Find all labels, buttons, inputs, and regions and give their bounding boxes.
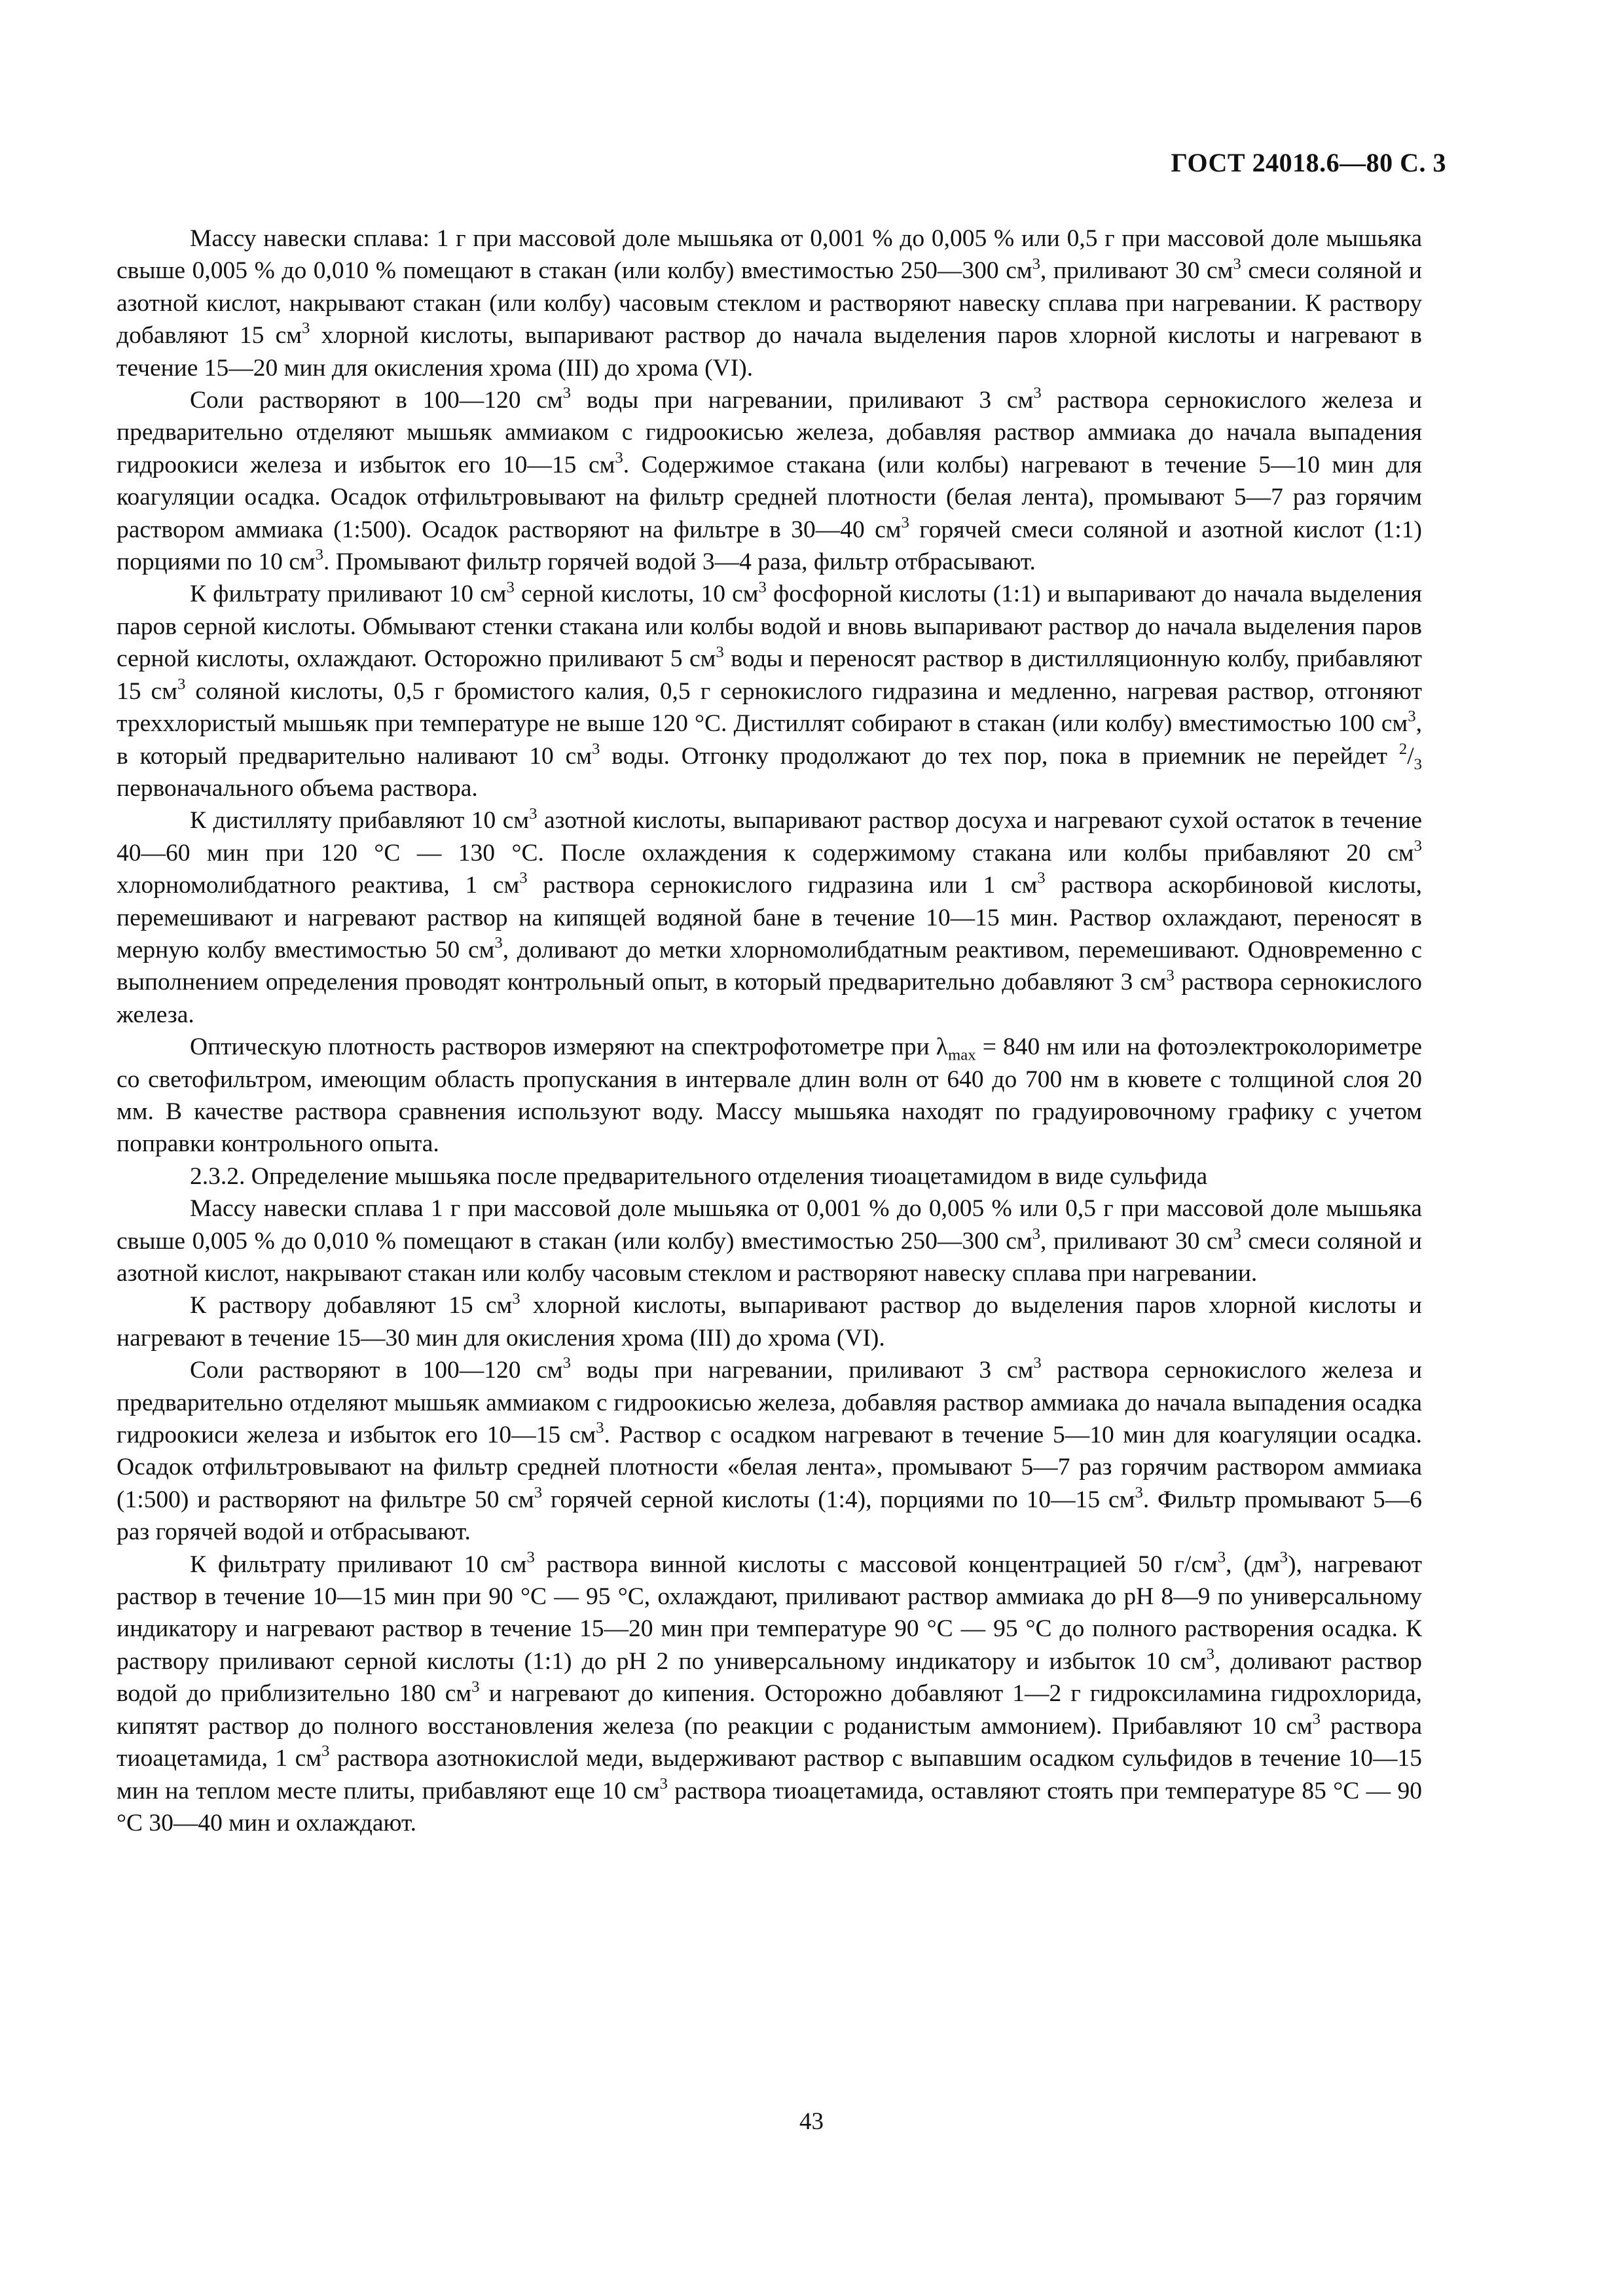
paragraph (117, 578, 1422, 804)
superscript: 3 (526, 1548, 535, 1566)
superscript: 3 (1135, 1484, 1143, 1502)
superscript: 3 (302, 319, 310, 338)
text-run: хлорной кислоты, выпаривают раствор до выделения паров хлорной кислоты и нагревают в течение 15—30 мин для окисления хрома (III) до хрома (VI). (117, 1292, 1422, 1352)
superscript: 3 (1033, 384, 1042, 403)
superscript: 3 (506, 578, 515, 596)
paragraph (117, 1289, 1422, 1354)
section-heading (117, 1160, 1422, 1193)
superscript: 3 (1166, 966, 1175, 984)
paragraph (117, 1193, 1422, 1289)
text-run: Соли растворяют в 100—120 см (190, 1357, 563, 1384)
superscript: 3 (562, 384, 572, 403)
text-run: 2.3.2. Определение мышьяка после предварительного отделения тиоацетамидом в виде сульфида (190, 1162, 1208, 1190)
text-run: . Раствор с осадком нагревают в течение 5—10 мин для коагуляции осадка. Осадок отфильтровывают на фильтр средней плотности «белая лента», промывают 5—7 раз горячим раствором аммиака (1:500) и растворяют на фильтре 50 см (117, 1422, 1422, 1513)
text-run: , доливают раствор водой до приблизительно 180 см (117, 1647, 1422, 1708)
paragraph (117, 223, 1422, 384)
text-run: К дистилляту прибавляют 10 см (190, 807, 530, 834)
text-run: соляной кислоты, 0,5 г бромистого калия, 0,5 г сернокислого гидразина и медленно, нагревая раствор, отгоняют треххлористый мышьяк при температуре не выше 120 °С. Дистиллят собирают в стакан (или колбу) вместимостью 100 см (117, 677, 1423, 738)
text-run: раствора сернокислого железа и предварительно отделяют мышьяк аммиаком с гидроокисью железа, добавляя раствор аммиака до начала выпадения гидроокиси железа и избыток его 10—15 см (117, 387, 1423, 478)
text-run: , (дм (1226, 1551, 1280, 1578)
text-run: воды и переносят раствор в дистилляционную колбу, прибавляют 15 см (117, 645, 1422, 705)
superscript: 3 (562, 1354, 572, 1372)
superscript: 3 (659, 1774, 668, 1793)
superscript: 3 (315, 546, 323, 564)
text-run: азотной кислоты, выпаривают раствор досуха и нагревают сухой остаток в течение 40—60 мин при 120 °С — 130 °С. После охлаждения к содержимому стакана или колбы прибавляют 20 см (117, 807, 1422, 867)
text-run: К фильтрату приливают 10 см (190, 581, 507, 608)
text-run: = 840 нм или на фотоэлектроколориметре со светофильтром, имеющим область пропускания в интервале длин волн от 640 до 700 нм в кювете с толщиной слоя 20 мм. В качестве раствора сравнения используют воду. Массу мышьяка находят по градуировочному графику с учетом поправки контрольного опыта. (117, 1033, 1422, 1158)
text-run: фосфорной кислоты (1:1) и выпаривают до начала выделения паров серной кислоты. Обмывают стенки стакана или колбы водой и вновь выпаривают раствор до начала выделения паров серной кислоты, охлаждают. Осторожно приливают 5 см (117, 581, 1422, 673)
text-run: раствора тиоацетамида, 1 см (117, 1712, 1422, 1772)
text-run: первоначального объема раствора. (117, 774, 478, 802)
text-run: , в который предварительно наливают 10 см (117, 710, 1422, 770)
text-run: смеси соляной и азотной кислот, накрывают стакан или колбу часовым стеклом и растворяют навеску сплава при нагревании. (117, 1227, 1422, 1287)
text-run: хлорной кислоты, выпаривают раствор до начала выделения паров хлорной кислоты и нагревают в течение 15—20 мин для окисления хрома (III) до хрома (VI). (117, 322, 1422, 382)
superscript: 3 (1413, 836, 1422, 855)
text-run: и нагревают до кипения. Осторожно добавляют 1—2 г гидроксиламина гидрохлорида, кипятят раствор до полного восстановления железа (по реакции с роданистым аммонием). Прибавляют 10 см (117, 1680, 1422, 1740)
superscript: 3 (494, 934, 503, 952)
superscript: 3 (615, 449, 623, 467)
fraction-denominator: 3 (1413, 755, 1422, 773)
document-body (117, 223, 1422, 1839)
text-run: раствора сернокислого гидразина или 1 см (527, 872, 1038, 899)
superscript: 3 (1217, 1548, 1226, 1566)
text-run: . Содержимое стакана (или колбы) нагревают в течение 5—10 мин для коагуляции осадка. Осадок отфильтровывают на фильтр средней плотности (белая лента), промывают 5—7 раз горячим раствором аммиака (1:500). Осадок растворяют на фильтре в 30—40 см (117, 451, 1422, 543)
text-run: раствора винной кислоты с массовой концентрацией 50 г/см (534, 1551, 1218, 1578)
superscript: 3 (596, 1419, 604, 1437)
page-header-standard: ГОСТ 24018.6—80 С. 3 (1171, 148, 1446, 177)
subscript: max (947, 1046, 976, 1064)
text-run: Оптическую плотность растворов измеряют на спектрофотометре при λ (190, 1033, 948, 1061)
text-run: Массу навески сплава: 1 г при массовой доле мышьяка от 0,001 % до 0,005 % или 0,5 г при массовой доле мышьяка свыше 0,005 % до 0,010 % помещают в стакан (или колбу) вместимостью 250—300 см (117, 225, 1422, 285)
text-run: ), нагревают раствор в течение 10—15 мин при 90 °С — 95 °С, охлаждают, приливают раствор аммиака до pH 8—9 по универсальному индикатору и нагревают раствор в течение 15—20 мин при температуре 90 °С — 95 °С до полного растворения осадка. К раствору приливают серной кислоты (1:1) до pH 2 по универсальному индикатору и избыток 10 см (117, 1551, 1422, 1675)
superscript: 3 (512, 1289, 520, 1308)
text-run: воды. Отгонку продолжают до тех пор, пока в приемник не перейдет (600, 742, 1399, 770)
text-run: раствора тиоацетамида, оставляют стоять при температуре 85 °С — 90 °С 30—40 мин и охлаждают. (117, 1777, 1422, 1837)
text-run: , приливают 30 см (1040, 257, 1233, 285)
text-run: Соли растворяют в 100—120 см (190, 387, 563, 414)
text-run: К фильтрату приливают 10 см (190, 1551, 527, 1578)
superscript: 3 (177, 675, 186, 693)
superscript: 3 (591, 740, 600, 758)
superscript: 3 (716, 643, 724, 661)
text-run: раствора сернокислого железа и предварительно отделяют мышьяк аммиаком с гидроокисью железа, добавляя раствор аммиака до начала выпадения осадка гидроокиси железа и избыток его 10—15 см (117, 1357, 1423, 1449)
text-run: раствора азотнокислой меди, выдерживают раствор с выпавшим осадком сульфидов в течение 10—15 мин на теплом месте плиты, прибавляют еще 10 см (117, 1745, 1422, 1804)
superscript: 3 (321, 1742, 330, 1761)
paragraph (117, 1549, 1422, 1840)
page-number: 43 (799, 2108, 824, 2135)
superscript: 3 (1279, 1548, 1288, 1566)
text-run: горячей смеси соляной и азотной кислот (1:1) порциями по 10 см (117, 516, 1423, 576)
superscript: 3 (1032, 1225, 1040, 1243)
superscript: 3 (1312, 1710, 1321, 1728)
superscript: 3 (1037, 869, 1046, 888)
fraction-numerator: 2 (1398, 740, 1408, 758)
paragraph (117, 804, 1422, 1031)
superscript: 3 (1408, 708, 1416, 726)
fraction-slash: / (1407, 742, 1414, 770)
text-run: воды при нагревании, приливают 3 см (571, 1357, 1034, 1384)
text-run: . Промывают фильтр горячей водой 3—4 раза, фильтр отбрасывают. (323, 548, 1036, 576)
paragraph (117, 384, 1422, 578)
superscript: 3 (758, 578, 767, 596)
superscript: 3 (534, 1484, 543, 1502)
text-run: смеси соляной и азотной кислот, накрывают стакан (или колбу) часовым стеклом и растворяют навеску сплава при нагревании. К раствору добавляют 15 см (117, 257, 1422, 350)
superscript: 3 (471, 1677, 480, 1696)
superscript: 3 (901, 513, 909, 531)
superscript: 3 (1032, 255, 1040, 273)
superscript: 3 (1206, 1645, 1215, 1664)
paragraph (117, 1031, 1422, 1160)
text-run: воды при нагревании, приливают 3 см (571, 387, 1034, 414)
text-run: хлорномолибдатного реактива, 1 см (117, 872, 520, 899)
text-run: К раствору добавляют 15 см (190, 1292, 513, 1319)
superscript: 3 (519, 869, 528, 888)
text-run: серной кислоты, 10 см (514, 581, 759, 608)
text-run: Массу навески сплава 1 г при массовой доле мышьяка от 0,001 % до 0,005 % или 0,5 г при массовой доле мышьяка свыше 0,005 % до 0,010 % помещают в стакан (или колбу) вместимостью 250—300 см (117, 1195, 1422, 1255)
superscript: 3 (1233, 255, 1241, 273)
text-run: , приливают 30 см (1040, 1227, 1233, 1255)
text-run: раствора сернокислого железа. (117, 969, 1422, 1028)
superscript: 3 (529, 804, 538, 823)
superscript: 3 (1233, 1225, 1241, 1243)
text-run: раствора аскорбиновой кислоты, перемешивают и нагревают раствор на кипящей водяной бане в течение 10—15 мин. Раствор охлаждают, переносят в мерную колбу вместимостью 50 см (117, 872, 1422, 963)
text-run: . Фильтр промывают 5—6 раз горячей водой и отбрасывают. (117, 1486, 1423, 1546)
text-run: горячей серной кислоты (1:4), порциями по 10—15 см (542, 1486, 1135, 1513)
text-run: , доливают до метки хлорномолибдатным реактивом, перемешивают. Одновременно с выполнением определения проводят контрольный опыт, в который предварительно добавляют 3 см (117, 936, 1422, 996)
paragraph (117, 1354, 1422, 1548)
superscript: 3 (1033, 1354, 1042, 1372)
